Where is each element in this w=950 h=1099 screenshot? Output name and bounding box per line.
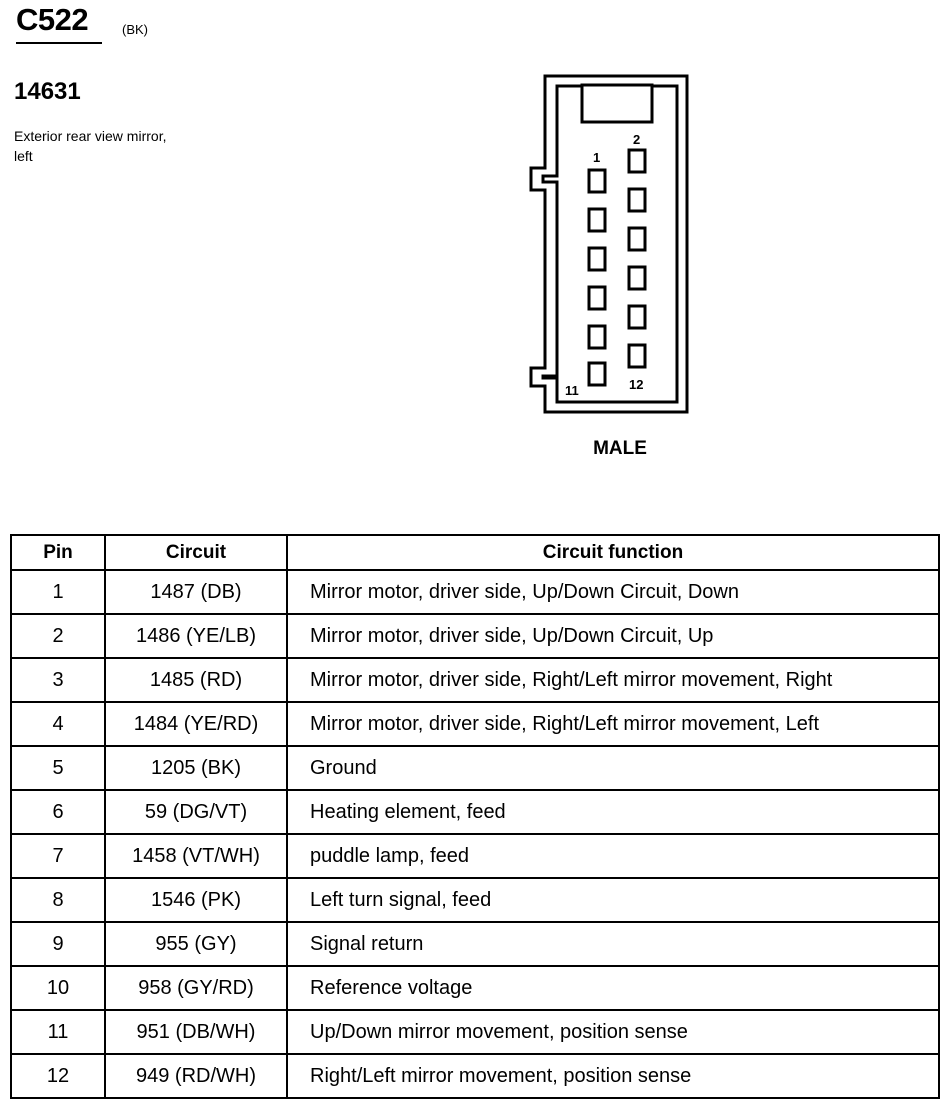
pin-cavity xyxy=(589,287,605,309)
pin-table xyxy=(10,534,940,1099)
part-number: 14631 xyxy=(14,78,81,105)
circuit-cell-text: 951 (DB/WH) xyxy=(136,1021,256,1043)
function-cell-text: Up/Down mirror movement, position sense xyxy=(310,1021,688,1043)
table-row xyxy=(11,1054,939,1098)
pin-cavity xyxy=(629,150,645,172)
table-row xyxy=(11,834,939,878)
pin-cell xyxy=(11,834,105,878)
function-cell xyxy=(287,790,939,834)
circuit-cell-text: 949 (RD/WH) xyxy=(135,1065,256,1087)
circuit-cell xyxy=(105,1054,287,1098)
pin-cell-text: 1 xyxy=(52,581,64,603)
pin-cavity xyxy=(589,248,605,270)
connector-face-diagram xyxy=(525,72,695,417)
pin-cavity xyxy=(589,363,605,385)
function-cell-text: Ground xyxy=(310,757,377,779)
pin-cell-text: 6 xyxy=(52,801,64,823)
pin-label-11: 11 xyxy=(565,383,579,398)
table-row xyxy=(11,702,939,746)
function-cell-text: Reference voltage xyxy=(310,977,473,999)
function-cell-text: Left turn signal, feed xyxy=(310,889,492,911)
pin-cell xyxy=(11,922,105,966)
circuit-cell-text: 59 (DG/VT) xyxy=(144,801,248,823)
function-cell-text: Heating element, feed xyxy=(310,801,506,823)
circuit-cell xyxy=(105,1010,287,1054)
function-cell xyxy=(287,834,939,878)
function-cell-text: Mirror motor, driver side, Up/Down Circuit, Up xyxy=(310,625,714,647)
circuit-cell-text: 958 (GY/RD) xyxy=(138,977,254,999)
circuit-cell-text: 1458 (VT/WH) xyxy=(132,845,260,867)
function-cell xyxy=(287,966,939,1010)
pin-cell xyxy=(11,966,105,1010)
pin-cell xyxy=(11,570,105,614)
column-header-function: Circuit function xyxy=(287,535,939,570)
connector-id-underline xyxy=(16,42,102,44)
pin-cell xyxy=(11,746,105,790)
column-header-pin: Pin xyxy=(11,535,105,570)
table-row xyxy=(11,922,939,966)
pin-cavity xyxy=(589,170,605,192)
circuit-cell xyxy=(105,878,287,922)
table-row xyxy=(11,658,939,702)
function-cell xyxy=(287,878,939,922)
pin-cell-text: 12 xyxy=(46,1065,70,1087)
pin-cell xyxy=(11,878,105,922)
circuit-cell xyxy=(105,922,287,966)
function-cell-text: Mirror motor, driver side, Right/Left mirror movement, Left xyxy=(310,713,820,735)
circuit-cell xyxy=(105,614,287,658)
table-row xyxy=(11,878,939,922)
pin-cell xyxy=(11,702,105,746)
table-header-row xyxy=(11,535,939,570)
connector-gender-label: MALE xyxy=(593,438,647,459)
table-row xyxy=(11,614,939,658)
pin-table-body xyxy=(11,570,939,1098)
circuit-cell-text: 955 (GY) xyxy=(155,933,237,955)
function-cell xyxy=(287,614,939,658)
function-cell xyxy=(287,1010,939,1054)
function-cell xyxy=(287,1054,939,1098)
function-cell xyxy=(287,746,939,790)
pin-cell-text: 8 xyxy=(52,889,64,911)
pin-cell-text: 9 xyxy=(52,933,64,955)
table-row xyxy=(11,570,939,614)
circuit-cell-text: 1205 (BK) xyxy=(150,757,242,779)
pin-cavity xyxy=(589,326,605,348)
circuit-cell-text: 1484 (YE/RD) xyxy=(133,713,259,735)
pin-cavity xyxy=(629,228,645,250)
connector-description: Exterior rear view mirror, left xyxy=(14,128,167,164)
function-cell xyxy=(287,922,939,966)
function-cell-text: Signal return xyxy=(310,933,424,955)
function-cell-text: puddle lamp, feed xyxy=(310,845,470,867)
table-row xyxy=(11,966,939,1010)
circuit-cell xyxy=(105,746,287,790)
pin-cavity xyxy=(629,267,645,289)
pin-cell-text: 2 xyxy=(52,625,64,647)
pin-label-12: 12 xyxy=(629,377,644,392)
pin-cell xyxy=(11,658,105,702)
circuit-cell xyxy=(105,702,287,746)
column-header-circuit: Circuit xyxy=(105,535,287,570)
pin-cell xyxy=(11,1010,105,1054)
function-cell-text: Mirror motor, driver side, Right/Left mirror movement, Right xyxy=(310,669,833,691)
connector-latch xyxy=(582,85,652,122)
pin-cavity xyxy=(629,189,645,211)
connector-id: C522 xyxy=(16,2,89,37)
pin-cell-text: 11 xyxy=(47,1021,69,1043)
function-cell-text: Mirror motor, driver side, Up/Down Circuit, Down xyxy=(310,581,739,603)
table-row xyxy=(11,1010,939,1054)
function-cell xyxy=(287,570,939,614)
circuit-cell-text: 1486 (YE/LB) xyxy=(135,625,257,647)
connector-housing-outer xyxy=(531,76,687,412)
table-row xyxy=(11,790,939,834)
circuit-cell xyxy=(105,834,287,878)
function-cell xyxy=(287,702,939,746)
function-cell-text: Right/Left mirror movement, position sense xyxy=(310,1065,692,1087)
pin-cell-text: 5 xyxy=(52,757,64,779)
pin-cell-text: 7 xyxy=(52,845,64,867)
pin-cell xyxy=(11,1054,105,1098)
connector-color: (BK) xyxy=(122,22,148,37)
pin-cavity xyxy=(629,345,645,367)
circuit-cell xyxy=(105,658,287,702)
pin-cell-text: 4 xyxy=(52,713,64,735)
circuit-cell xyxy=(105,570,287,614)
pin-cavity xyxy=(589,209,605,231)
circuit-cell-text: 1487 (DB) xyxy=(150,581,242,603)
circuit-cell xyxy=(105,790,287,834)
circuit-cell xyxy=(105,966,287,1010)
circuit-cell-text: 1546 (PK) xyxy=(150,889,242,911)
table-row xyxy=(11,746,939,790)
pin-cell xyxy=(11,790,105,834)
circuit-cell-text: 1485 (RD) xyxy=(149,669,243,691)
function-cell xyxy=(287,658,939,702)
pin-cell-text: 10 xyxy=(46,977,70,999)
pin-cavity xyxy=(629,306,645,328)
pin-label-1: 1 xyxy=(593,150,601,165)
pin-label-2: 2 xyxy=(633,132,641,147)
pin-cell-text: 3 xyxy=(52,669,64,691)
pin-cell xyxy=(11,614,105,658)
